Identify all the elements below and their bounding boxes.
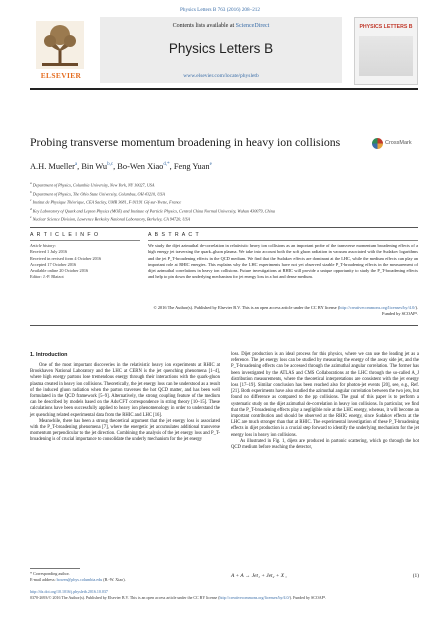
publisher-name: ELSEVIER	[40, 71, 82, 80]
history-item: Accepted 17 October 2016	[30, 261, 77, 267]
journal-header	[30, 17, 418, 85]
journal-banner	[100, 17, 342, 83]
section-heading: 1. Introduction	[30, 352, 68, 358]
body-paragraph: loss. Dijet production is an ideal process for this physics, where we can use the leading jet as a reference. The jet energy loss can be studied by measuring the energy of the away side jet, and the P_T-broadening effects can be accessed through the azimuthal angular correlation. The former has been investigated by the ATLAS and CMS Collaborations at the LHC through the so-called A_J distribution measurements, where the theoretical interpretations are consistent with the jet energy loss [17–19]. Similar conclusion has been reached also for photon-jet events [20], see, e.g., Ref. [21]. Both experiments have also studied the azimuthal angular correlation between the two jets, but found no difference as compared to the pp collisions. The goal of this paper is to perform a systematic study on the dijet azimuthal de-correlation in heavy ion collisions. In particular, we find that the P_T-broadening effects play a negligible role at the LHC energy, whereas, it will become an important contribution and should be observed at the RHIC energy, since Sudakov effects at the LHC are much stronger than that at RHIC. The experimental investigation of these P_T-broadening effects in dijet production is a crucial step forward to identify the underlying mechanism for the jet energy loss in heavy ion collisions.	[231, 352, 419, 438]
journal-cover	[354, 17, 418, 85]
article-info-heading: A R T I C L E I N F O	[30, 232, 100, 238]
author-affil-marker[interactable]: e	[209, 162, 212, 168]
email-link[interactable]: bowen@phys.columbia.edu	[56, 576, 103, 582]
affiliation-item: $^a$ Department of Physics, Columbia University, New York, NY 10027, USA	[30, 181, 155, 188]
right-column-text	[231, 352, 419, 451]
author-list: A.H. Mueller$^a$, Bin Wu$^{b,c}$, Bo-Wen Xiao$^{d,*}$, Feng Yuan$^e$	[30, 162, 212, 171]
license-link[interactable]: http://creativecommons.org/licenses/by/4.0/	[339, 305, 416, 310]
article-title: Probing transverse momentum broadening in heavy ion collisions	[30, 135, 341, 149]
abstract-end-divider	[30, 325, 418, 326]
cover-image	[359, 36, 413, 76]
history-item: Received 1 July 2016	[30, 249, 68, 255]
sciencedirect-link[interactable]: ScienceDirect	[235, 23, 270, 29]
abstract-text: We study the dijet azimuthal de-correlation in relativistic heavy ion collisions as an important probe of the transverse momentum broadening effects of a high energy jet traversing the quark–gluon plasma. We take into account both the soft gluon radiation in vacuum associated with the Sudakov logarithms and the jet P_T-broadening effects in the QCD medium. We find that the Sudakov effects are dominant at the LHC, while the medium effects can play an important role at RHIC energies. This explains why the LHC experiments have not yet observed sizable P_T-broadening effects in the measurement of dijet azimuthal correlations in heavy ion collisions. Future investigations at RHIC will provide a unique opportunity to study the P_T-broadening effects and help to pin down the underlying mechanism for jet energy loss in a hot and dense medium.	[148, 243, 418, 280]
contents-line	[100, 23, 342, 29]
section-divider	[30, 227, 418, 228]
author-name[interactable]: Bin Wu	[81, 162, 108, 171]
corresponding-author-note: * Corresponding author.	[30, 571, 70, 576]
author-affil-marker[interactable]: d,*	[163, 162, 170, 168]
journal-title: Physics Letters B	[168, 41, 274, 56]
author-name[interactable]: A.H. Mueller	[30, 162, 75, 171]
left-column-text	[30, 363, 220, 444]
equation-body: A + A → Jet₁ + Jet₂ + X ,	[231, 573, 287, 579]
publisher-logo[interactable]	[30, 17, 92, 83]
license-link-bottom[interactable]: http://creativecommons.org/licenses/by/4.0/	[219, 594, 290, 600]
affiliation-item: $^d$ Key Laboratory of Quark and Lepton Physics (MOE) and Institute of Particle Physics, Central China Normal University, Wuhan 430079, China	[30, 206, 275, 214]
abstract-copyright: © 2016 The Author(s). Published by Elsevier B.V. This is an open access article under the CC BY license (http://creativecommons.org/licenses/by/4.0/). Funded by SCOAP³.	[153, 305, 418, 317]
header-divider	[30, 88, 418, 90]
crossmark-icon	[372, 138, 383, 149]
body-paragraph: One of the most important discoveries in the relativistic heavy ion experiments at RHIC at Brookhaven National Laboratory and the LHC at CERN is the jet quenching phenomena [1–4], where high energy partons lose tremendous energy through their interactions with the quark-gluon plasma created in heavy ion collisions. Theoretically, the jet energy loss can be understood as a result of the induced gluon radiation when the parton traverses the hot QCD matter, and has been well formulated in the QCD framework [5–9]. Alternatively, the strong coupling feature of the medium can be described by models based on the Ads/CFT correspondence in string theory [10–15]. These calculations have been successfully applied to heavy ion phenomenology in order to understand the jet quenching related experimental data from the RHIC and LHC [16].	[30, 363, 220, 418]
author-affil-marker[interactable]: a	[74, 162, 78, 168]
cover-title: PHYSICS LETTERS B	[359, 24, 413, 30]
journal-reference[interactable]: Physics Letters B 763 (2016) 208–212	[180, 7, 260, 13]
history-item: Available online 20 October 2016	[30, 268, 89, 274]
equation-number: (1)	[412, 573, 419, 579]
author-name[interactable]: Feng Yuan	[173, 162, 210, 171]
affiliation-item: $^e$ Nuclear Science Division, Lawrence Berkeley National Laboratory, Berkeley, CA 94720, USA	[30, 215, 191, 222]
history-label: Article history:	[30, 243, 57, 248]
abstract-heading: A B S T R A C T	[148, 232, 200, 238]
crossmark-label: CrossMark	[385, 140, 412, 146]
article-history	[30, 243, 140, 281]
doi-link[interactable]: http://dx.doi.org/10.1016/j.physletb.2016.10.037	[30, 589, 108, 594]
equation-1	[231, 573, 419, 582]
journal-url-link[interactable]: www.elsevier.com/locate/physletb	[183, 73, 259, 79]
footnote	[30, 571, 220, 583]
affiliation-list	[30, 180, 418, 223]
elsevier-tree-icon	[36, 21, 84, 69]
contents-prefix: Contents lists available at	[172, 23, 236, 29]
author-name[interactable]: Bo-Wen Xiao	[117, 162, 164, 171]
affiliation-item: $^b$ Department of Physics, The Ohio State University, Columbus, OH 43210, USA	[30, 189, 165, 196]
history-item: Editor: J.-P. Blaizot	[30, 274, 64, 280]
issn-line: 0370-2693/© 2016 The Author(s). Published by Elsevier B.V. This is an open access article under the CC BY license (http://creativecommons.org/licenses/by/4.0/). Funded by SCOAP³.	[30, 594, 327, 600]
crossmark-badge[interactable]	[372, 138, 418, 150]
history-item: Received in revised form 4 October 2016	[30, 255, 102, 261]
author-affil-marker[interactable]: b,c	[107, 162, 114, 168]
body-paragraph: Meanwhile, there has been a strong theoretical argument that the jet energy loss is associated with the P_T-broadening phenomena [7], where the energetic jet accumulates additional transverse momentum perpendicular to the jet direction. Combining the analysis of the jet energy loss and P_T-broadening is of crucial importance to consolidate the underly mechanism for the jet energy	[30, 418, 220, 443]
affiliation-item: $^c$ Institut de Physique Théorique, CEA Saclay, UMR 3681, F-91191 Gif-sur-Yvette, France	[30, 198, 182, 205]
email-note: E-mail address: bowen@phys.columbia.edu (B.-W. Xiao).	[30, 576, 126, 582]
body-paragraph: As illustrated in Fig. 1, dijets are produced in partonic scattering, which go through the hot QCD medium before reaching the detector,	[231, 438, 419, 451]
publication-info	[30, 589, 418, 600]
